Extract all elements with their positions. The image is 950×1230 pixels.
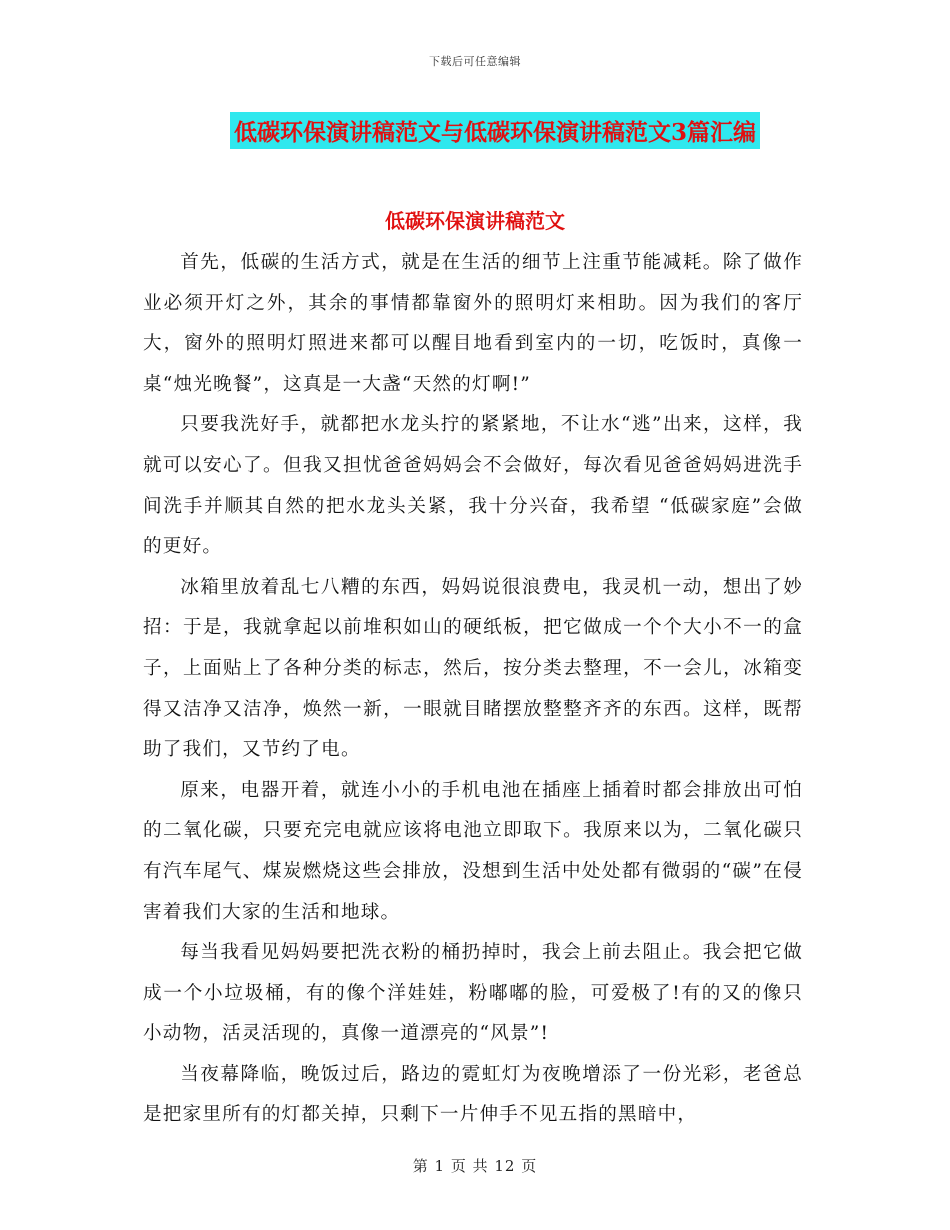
section-title: 低碳环保演讲稿范文 bbox=[385, 209, 565, 233]
main-title-container bbox=[0, 112, 950, 149]
body-paragraph: 原来，电器开着，就连小小的手机电池在插座上插着时都会排放出可怕的二氧化碳，只要充完电就应该将电池立即取下。我原来以为，二氧化碳只有汽车尾气、煤炭燃烧这些会排放，没想到生活中处处都有微弱的“碳”在侵害着我们大家的生活和地球。 bbox=[143, 779, 803, 923]
document-main-title: 低碳环保演讲稿范文与低碳环保演讲稿范文3篇汇编 bbox=[230, 112, 760, 149]
page-footer-number: 第 1 页 共 12 页 bbox=[412, 1157, 538, 1175]
body-paragraph: 冰箱里放着乱七八糟的东西，妈妈说很浪费电，我灵机一动，想出了妙招：于是，我就拿起以前堆积如山的硬纸板，把它做成一个个大小不一的盒子，上面贴上了各种分类的标志，然后，按分类去整理，不一会儿，冰箱变得又洁净又洁净，焕然一新，一眼就目睹摆放整整齐齐的东西。这样，既帮助了我们，又节约了电。 bbox=[143, 576, 803, 761]
page-header-note: 下载后可任意编辑 bbox=[429, 55, 521, 68]
document-body bbox=[143, 243, 803, 1136]
body-paragraph: 只要我洗好手，就都把水龙头拧的紧紧地，不让水“逃”出来，这样，我就可以安心了。但我又担忧爸爸妈妈会不会做好，每次看见爸爸妈妈进洗手间洗手并顺其自然的把水龙头关紧，我十分兴奋，我希望 “低碳家庭”会做的更好。 bbox=[143, 414, 803, 558]
body-paragraph: 首先，低碳的生活方式，就是在生活的细节上注重节能减耗。除了做作业必须开灯之外，其余的事情都靠窗外的照明灯来相助。因为我们的客厅大，窗外的照明灯照进来都可以醒目地看到室内的一切，吃饭时，真像一桌“烛光晚餐”，这真是一大盏“天然的灯啊!” bbox=[143, 252, 803, 395]
body-paragraph: 每当我看见妈妈要把洗衣粉的桶扔掉时，我会上前去阻止。我会把它做成一个小垃圾桶，有的像个洋娃娃，粉嘟嘟的脸，可爱极了!有的又的像只小动物，活灵活现的，真像一道漂亮的“风景”! bbox=[143, 942, 803, 1045]
body-paragraph: 当夜幕降临，晚饭过后，路边的霓虹灯为夜晚增添了一份光彩，老爸总是把家里所有的灯都关掉，只剩下一片伸手不见五指的黑暗中， bbox=[143, 1063, 803, 1126]
